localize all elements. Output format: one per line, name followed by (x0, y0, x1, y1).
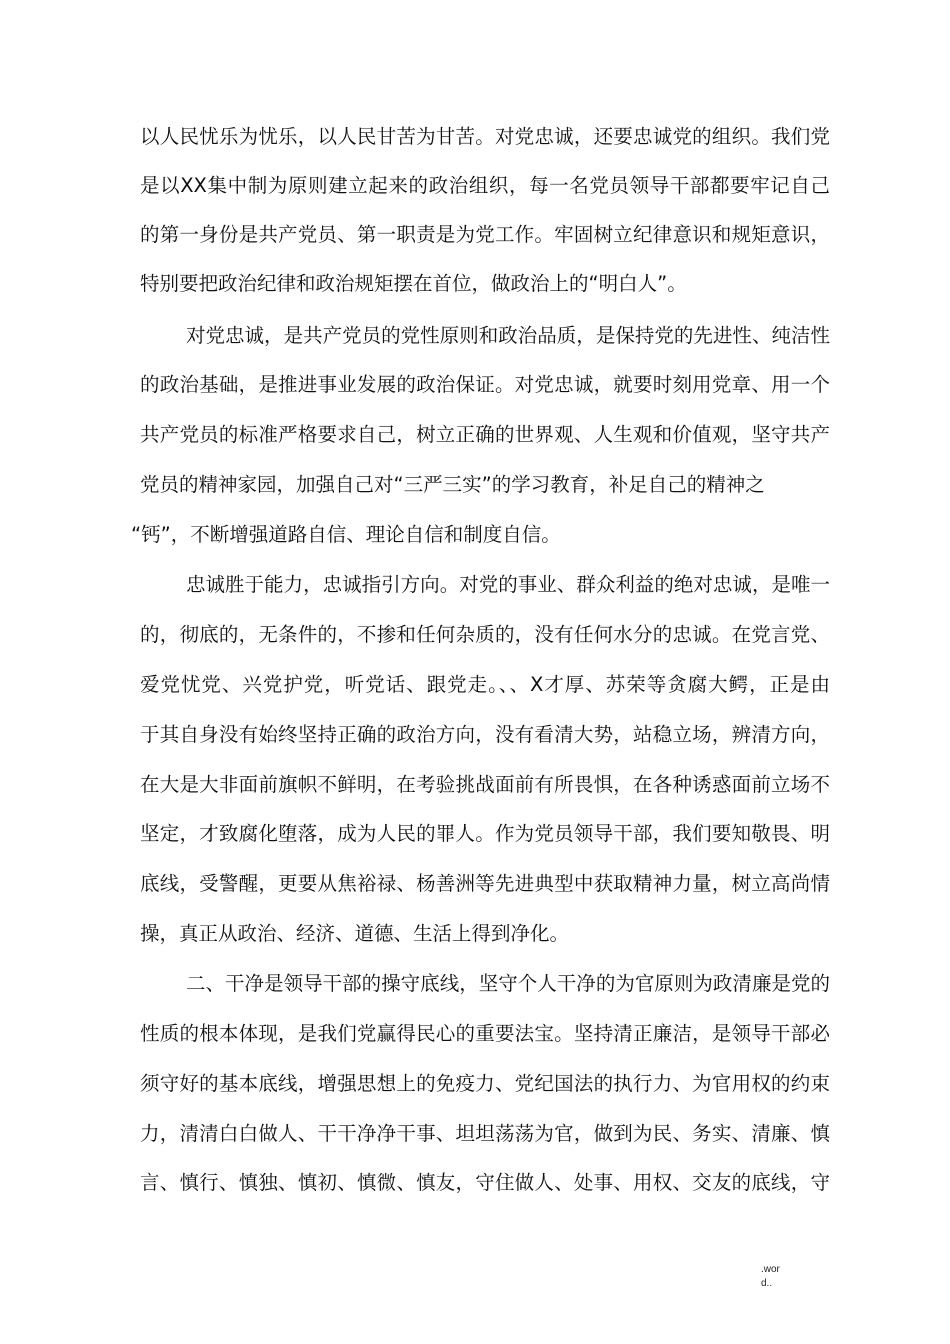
footer-text: d.. (761, 1278, 773, 1289)
text-line: 操，真正从政治、经济、道德、生活上得到净化。 (140, 922, 570, 945)
text-line: 爱党忧党、兴党护党，听党话、跟党走。、、X才厚、苏荣等贪腐大鳄，正是由 (140, 673, 830, 696)
footer-text: .wor (761, 1264, 780, 1275)
text-line: 性质的根本体现，是我们党赢得民心的重要法宝。坚持清正廉洁，是领导干部必 (140, 1022, 830, 1045)
text-line: 坚定，才致腐化堕落，成为人民的罪人。作为党员领导干部，我们要知敬畏、明 (140, 822, 830, 845)
text-line: 于其自身没有始终坚持正确的政治方向，没有看清大势，站稳立场，辨清方向， (140, 723, 830, 746)
paragraph-first-line: 忠诚胜于能力，忠诚指引方向。对党的事业、群众利益的绝对忠诚，是唯一 (186, 573, 830, 596)
text-line: 是以XX集中制为原则建立起来的政治组织，每一名党员领导干部都要牢记自己 (140, 174, 830, 197)
text-line: 力，清清白白做人、干干净净干事、坦坦荡荡为官，做到为民、务实、清廉、慎 (140, 1122, 830, 1145)
text-line: 言、慎行、慎独、慎初、慎微、慎友，守住做人、处事、用权、交友的底线，守 (140, 1171, 830, 1194)
text-line: 的政治基础，是推进事业发展的政治保证。对党忠诚，就要时刻用党章、用一个 (140, 373, 830, 396)
text-line: 须守好的基本底线，增强思想上的免疫力、党纪国法的执行力、为官用权的约束 (140, 1072, 830, 1095)
text-line: 以人民忧乐为忧乐，以人民甘苦为甘苦。对党忠诚，还要忠诚党的组织。我们党 (140, 125, 830, 148)
text-line: 共产党员的标准严格要求自己，树立正确的世界观、人生观和价值观，坚守共产 (140, 423, 830, 446)
paragraph-first-line: 二、干净是领导干部的操守底线，坚守个人干净的为官原则为政清廉是党的 (186, 972, 830, 995)
text-line: 党员的精神家园，加强自己对“三严三实”的学习教育，补足自己的精神之 (140, 473, 765, 496)
text-line: 的第一身份是共产党员、第一职责是为党工作。牢固树立纪律意识和规矩意识， (140, 223, 830, 246)
paragraph-first-line: 对党忠诚，是共产党员的党性原则和政治品质，是保持党的先进性、纯洁性 (186, 324, 830, 347)
text-line: 特别要把政治纪律和政治规矩摆在首位，做政治上的“明白人”。 (140, 272, 687, 295)
text-line: 在大是大非面前旗帜不鲜明，在考验挑战面前有所畏惧，在各种诱惑面前立场不 (140, 773, 830, 796)
text-line: 底线，受警醒，更要从焦裕禄、杨善洲等先进典型中获取精神力量，树立高尚情 (140, 872, 830, 895)
text-line: 的，彻底的，无条件的，不掺和任何杂质的，没有任何水分的忠诚。在党言党、 (140, 623, 830, 646)
text-line: “钙”，不断增强道路自信、理论自信和制度自信。 (131, 523, 561, 546)
